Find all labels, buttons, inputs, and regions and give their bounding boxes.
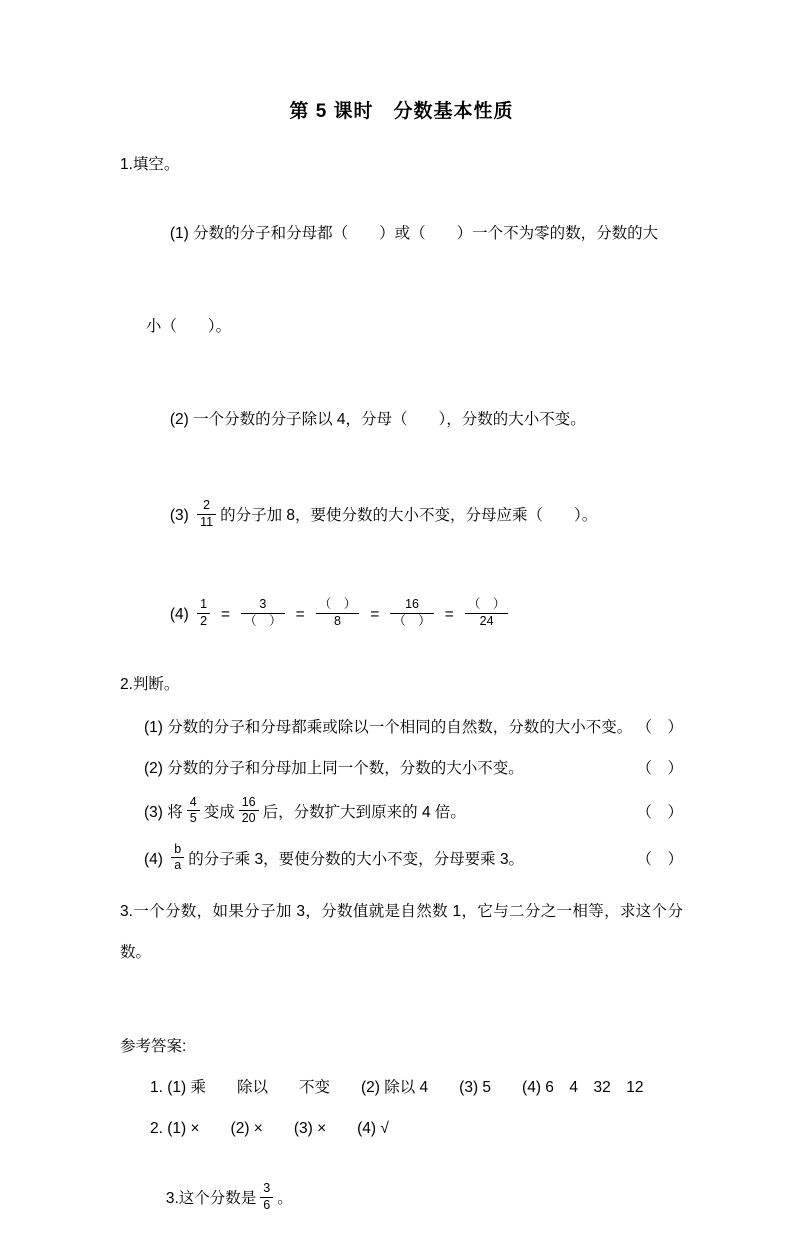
fill-item-2-text: (2) 一个分数的分子除以 4，分母（ ），分数的大小不变。: [169, 411, 586, 428]
page-title: 第 5 课时 分数基本性质: [289, 101, 514, 122]
judge-item-3-answer-bracket: （ ）: [636, 803, 683, 821]
fill-heading: 1.填空。: [120, 156, 180, 173]
fraction-denominator: 11: [197, 514, 216, 531]
fill-item-4-equation: [120, 573, 683, 657]
fraction-numerator: 16: [405, 597, 419, 612]
judge-item-3-middle-text: 变成: [203, 803, 235, 821]
judge-item-4-answer-bracket: （ ）: [636, 850, 683, 868]
judge-item-2-text: (2) 分数的分子和分母加上同一个数，分数的大小不变。: [144, 759, 524, 777]
fraction-numerator: 1: [200, 597, 208, 612]
fraction-denominator: 24: [465, 613, 509, 630]
fraction-16-20: [239, 795, 259, 827]
judge-item-3: [120, 794, 683, 829]
equals-sign: =: [370, 606, 380, 624]
answer-3-period: 。: [277, 1190, 293, 1208]
judge-item-1: [120, 715, 683, 741]
fill-item-1-line-1: [120, 195, 683, 273]
fraction-numerator: 3: [259, 597, 267, 612]
fraction-numerator: 3: [263, 1181, 271, 1195]
fraction-denominator: 6: [260, 1197, 273, 1214]
fill-item-3-marker: (3): [169, 507, 194, 525]
fraction-b-a: [171, 842, 184, 874]
section-fill-in-blanks: [120, 153, 683, 658]
equals-sign: =: [295, 606, 305, 624]
fraction-numerator: （ ）: [467, 597, 506, 612]
fraction-1-2: [197, 597, 210, 629]
fraction-numerator: 2: [203, 498, 211, 512]
judge-item-4-text: [144, 841, 525, 876]
fraction-numerator: 4: [189, 794, 197, 809]
judge-item-4-marker: (4): [144, 850, 168, 868]
equals-sign: =: [444, 606, 454, 624]
fraction-denominator: 5: [187, 810, 200, 827]
fraction-numerator: （ ）: [318, 597, 357, 612]
section-reference-answers: [120, 1035, 683, 1241]
answer-line-3: [120, 1157, 683, 1241]
fraction-denominator: a: [171, 857, 184, 874]
fill-item-1-continuation: 小（ ）。: [145, 318, 232, 335]
judge-item-2: [120, 756, 683, 782]
fraction-denominator: 2: [197, 613, 210, 630]
fraction-denominator: （ ）: [241, 613, 285, 630]
judge-item-3-marker: (3) 将: [144, 803, 183, 821]
fraction-16-blank: [390, 597, 434, 629]
fraction-numerator: 16: [241, 794, 256, 809]
judge-heading: 2.判断。: [120, 675, 180, 693]
fraction-3-blank: [241, 597, 285, 629]
fraction-blank-24: [465, 597, 509, 629]
judge-item-4-tail-text: 的分子乘 3，要使分数的大小不变，分母要乘 3。: [188, 850, 525, 868]
fill-item-1-text: (1) 分数的分子和分母都（ ）或（ ）一个不为零的数，分数的大: [169, 225, 659, 242]
fill-item-2: [120, 381, 683, 459]
answer-line-2: 2. (1) × (2) × (3) × (4) √: [150, 1120, 389, 1137]
answers-heading: 参考答案:: [120, 1038, 187, 1055]
fill-item-1-line-2: [120, 288, 683, 366]
fraction-denominator: （ ）: [390, 613, 434, 630]
fraction-denominator: 8: [316, 613, 360, 630]
fill-item-4-marker: (4): [169, 606, 194, 624]
judge-item-2-answer-bracket: （ ）: [636, 759, 683, 777]
question-3-text: 3.一个分数，如果分子加 3，分数值就是自然数 1，它与二分之一相等，求这个分数。: [120, 903, 683, 961]
judge-item-1-text: (1) 分数的分子和分母都乘或除以一个相同的自然数，分数的大小不变。: [144, 718, 633, 736]
answer-line-1: 1. (1) 乘 除以 不变 (2) 除以 4 (3) 5 (4) 6 4 32 12: [150, 1079, 644, 1096]
judge-item-3-tail-text: 后，分数扩大到原来的 4 倍。: [262, 803, 466, 821]
section-judgments: [120, 673, 683, 877]
fraction-denominator: 20: [239, 810, 259, 827]
fraction-blank-8: [316, 597, 360, 629]
fill-item-3: [120, 474, 683, 558]
judge-item-3-text: [144, 794, 466, 829]
fraction-numerator: b: [174, 841, 182, 856]
judge-item-4: [120, 841, 683, 876]
equals-sign: =: [221, 606, 231, 624]
judge-item-1-answer-bracket: （ ）: [636, 718, 683, 736]
answer-3-text: 3.这个分数是: [165, 1190, 257, 1208]
fill-item-3-text: 的分子加 8，要使分数的大小不变，分母应乘（ ）。: [220, 507, 598, 525]
fraction-4-5: [187, 795, 200, 827]
fraction-3-6: [260, 1181, 273, 1213]
fraction-2-11: [197, 498, 216, 530]
